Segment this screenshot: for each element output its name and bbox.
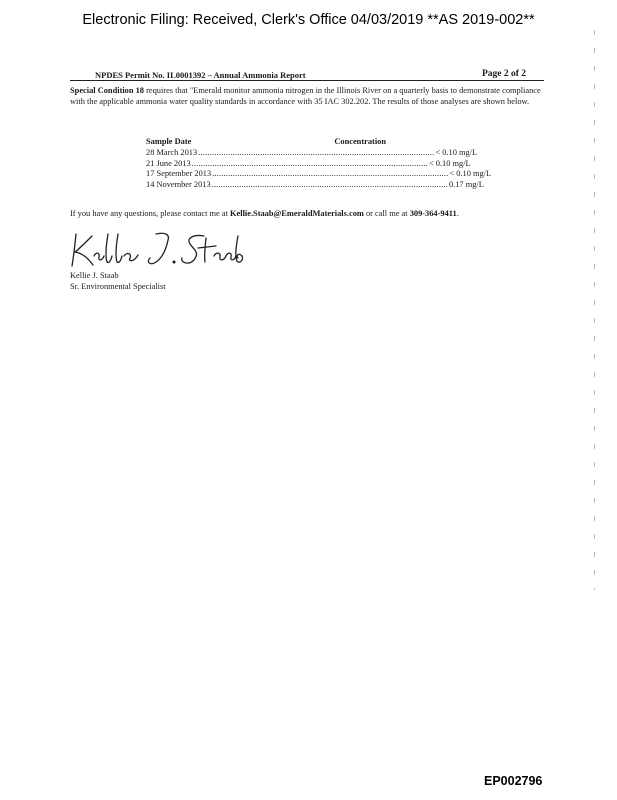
results-table-header: [146, 137, 390, 148]
concentration-value: 0.17 mg/L: [448, 179, 484, 189]
sample-date-header: Sample Date: [146, 137, 192, 146]
signature-image: [66, 228, 246, 270]
dot-leader: .......................................................................................................: [198, 148, 435, 157]
dot-leader: .......................................................................................................: [211, 179, 448, 189]
concentration-value: < 0.10 mg/L: [449, 169, 492, 179]
page-number: Page 2 of 2: [481, 69, 526, 79]
contact-text-middle: or call me at: [363, 209, 410, 218]
table-row: [146, 179, 484, 191]
condition-paragraph: [70, 86, 546, 107]
contact-text-after: .: [456, 209, 459, 218]
signer-title: Sr. Environmental Specialist: [70, 282, 166, 291]
electronic-filing-banner: Electronic Filing: Received, Clerk's Office 04/03/2019 **AS 2019-002**: [82, 12, 535, 28]
bates-number: EP002796: [484, 774, 543, 788]
permit-report-title: NPDES Permit No. IL0001392 – Annual Ammonia Report: [95, 70, 306, 80]
contact-text-before: If you have any questions, please contact me at: [70, 209, 231, 218]
sample-date: 17 September 2013: [146, 169, 212, 179]
scan-edge-mark: [594, 30, 595, 590]
condition-lead: Special Condition 18: [70, 86, 144, 95]
signer-name: Kellie J. Staab: [70, 271, 119, 280]
handwritten-signature: [66, 228, 246, 275]
sample-date: 21 June 2013: [146, 158, 191, 168]
signer-block: [70, 270, 166, 292]
concentration-value: < 0.10 mg/L: [428, 158, 471, 168]
results-table: [146, 137, 492, 190]
contact-paragraph: [70, 208, 546, 219]
dot-leader: .......................................................................................................: [191, 158, 428, 168]
dot-leader: .......................................................................................................: [212, 169, 449, 179]
header-divider: [70, 80, 544, 81]
sample-date: 28 March 2013: [146, 148, 198, 157]
table-row: [146, 158, 471, 170]
sample-date: 14 November 2013: [146, 179, 211, 189]
contact-email-link[interactable]: Kellie.Staab@EmeraldMaterials.com: [230, 209, 364, 218]
table-row: [146, 169, 492, 180]
contact-phone: 309-364-9411: [409, 209, 457, 218]
concentration-value: < 0.10 mg/L: [435, 148, 478, 157]
condition-body: requires that "Emerald monitor ammonia nitrogen in the Illinois River on a quarterly basis to demonstrate compliance with the applicable ammonia water quality standards in accordance with 35 IAC 302.202. The results of those analyses are shown below.: [70, 86, 541, 106]
table-row: [146, 148, 478, 159]
concentration-header: Concentration: [334, 137, 386, 146]
